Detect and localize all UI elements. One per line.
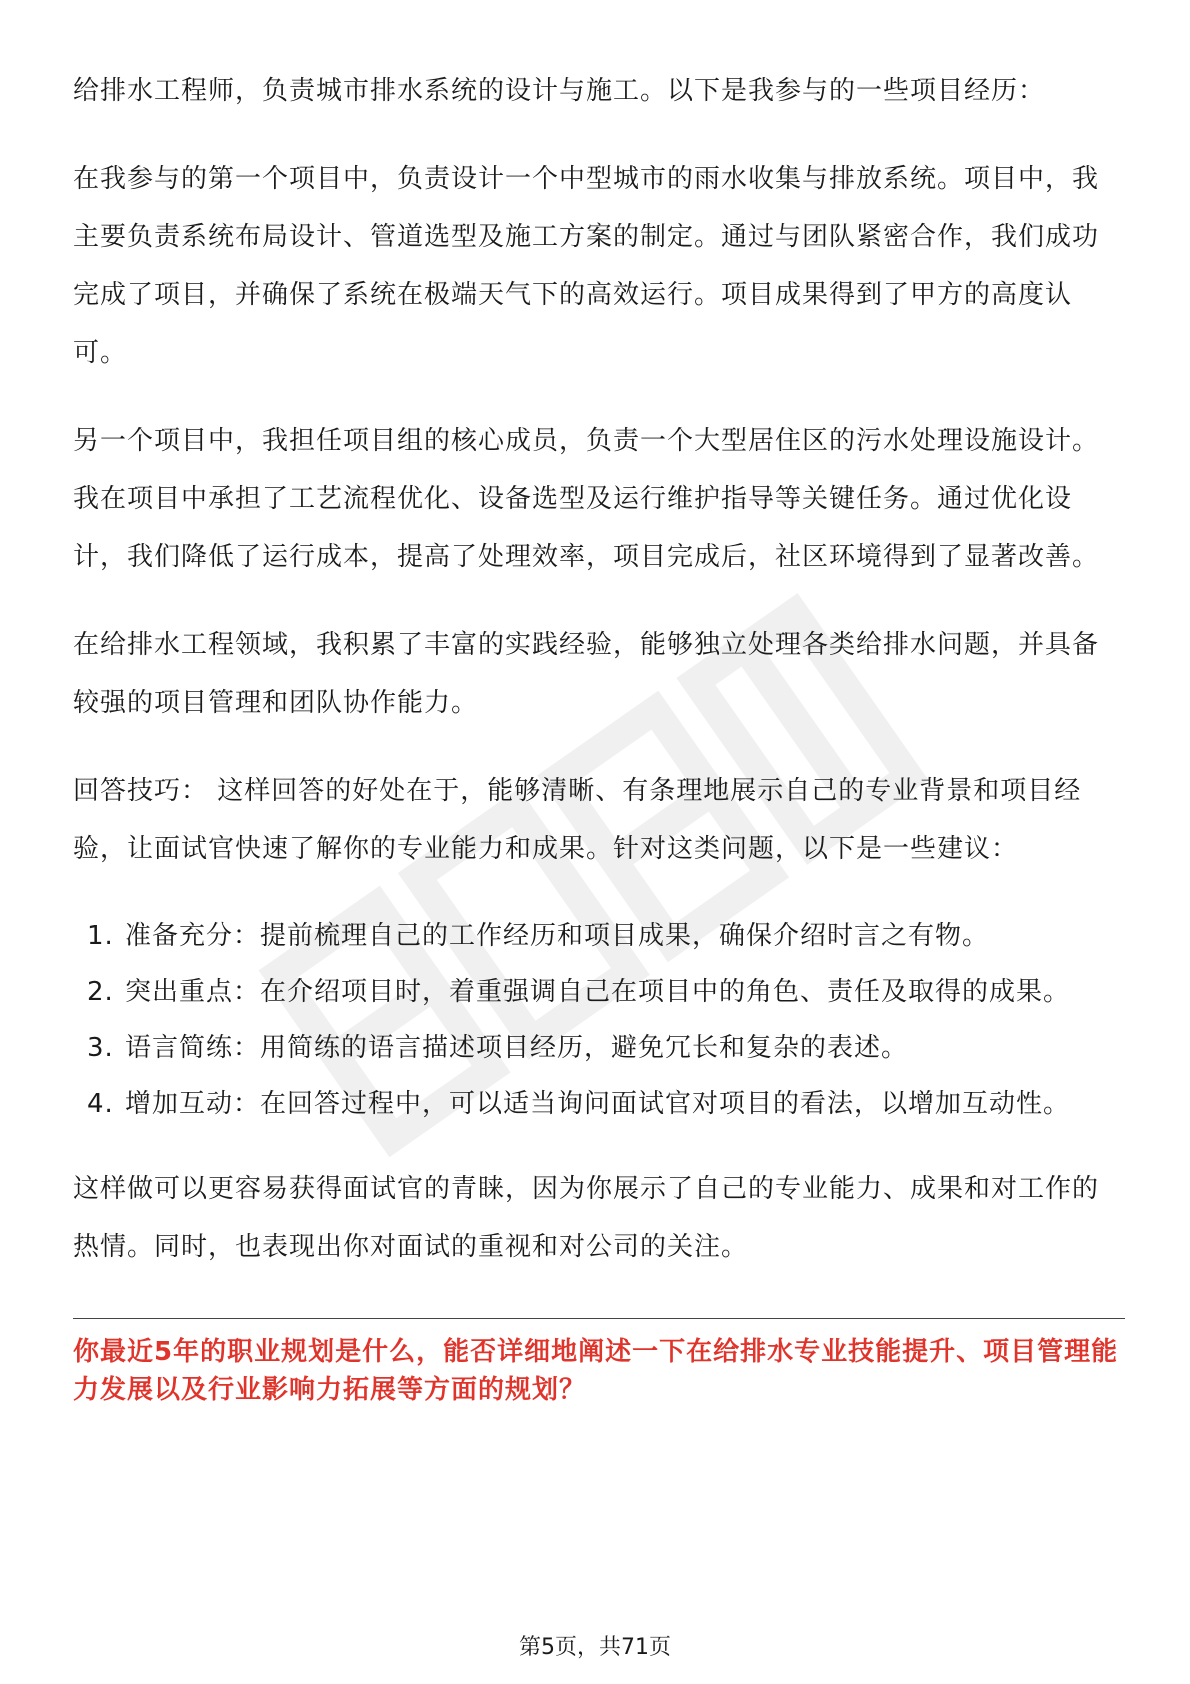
section-divider <box>73 1318 1125 1319</box>
list-item-text: 准备充分：提前梳理自己的工作经历和项目成果，确保介绍时言之有物。 <box>125 921 990 951</box>
list-item-text: 语言简练：用简练的语言描述项目经历，避免冗长和复杂的表述。 <box>125 1033 909 1063</box>
list-item-number: 2. <box>87 977 114 1007</box>
answer-tips-paragraph: 回答技巧： 这样回答的好处在于，能够清晰、有条理地展示自己的专业背景和项目经验，让面试官快速了解你的专业能力和成果。针对这类问题，以下是一些建议： <box>73 776 1082 864</box>
list-item <box>73 908 1125 964</box>
next-question-heading: 你最近5年的职业规划是什么，能否详细地阐述一下在给排水专业技能提升、项目管理能力发展以及行业影响力拓展等方面的规划？ <box>73 1337 1119 1405</box>
tips-list <box>73 908 1125 1132</box>
list-item <box>73 1020 1125 1076</box>
project-two-paragraph: 另一个项目中，我担任项目组的核心成员，负责一个大型居住区的污水处理设施设计。我在项目中承担了工艺流程优化、设备选型及运行维护指导等关键任务。通过优化设计，我们降低了运行成本，提高了处理效率，项目完成后，社区环境得到了显著改善。 <box>73 426 1100 572</box>
list-item-text: 突出重点：在介绍项目时，着重强调自己在项目中的角色、责任及取得的成果。 <box>125 977 1071 1007</box>
document-page <box>73 62 1125 1409</box>
project-one-paragraph: 在我参与的第一个项目中，负责设计一个中型城市的雨水收集与排放系统。项目中，我主要负责系统布局设计、管道选型及施工方案的制定。通过与团队紧密合作，我们成功完成了项目，并确保了系统在极端天气下的高效运行。项目成果得到了甲方的高度认可。 <box>73 164 1100 368</box>
list-item-text: 增加互动：在回答过程中，可以适当询问面试官对项目的看法，以增加互动性。 <box>125 1089 1071 1119</box>
list-item <box>73 964 1125 1020</box>
intro-paragraph: 给排水工程师，负责城市排水系统的设计与施工。以下是我参与的一些项目经历： <box>73 76 1046 106</box>
closing-paragraph: 这样做可以更容易获得面试官的青睐，因为你展示了自己的专业能力、成果和对工作的热情。同时，也表现出你对面试的重视和对公司的关注。 <box>73 1174 1100 1262</box>
list-item <box>73 1076 1125 1132</box>
list-item-number: 4. <box>87 1089 114 1119</box>
experience-summary-paragraph: 在给排水工程领域，我积累了丰富的实践经验，能够独立处理各类给排水问题，并具备较强的项目管理和团队协作能力。 <box>73 630 1100 718</box>
list-item-number: 3. <box>87 1033 114 1063</box>
page-number-footer: 第5页，共71页 <box>519 1635 671 1660</box>
list-item-number: 1. <box>87 921 114 951</box>
